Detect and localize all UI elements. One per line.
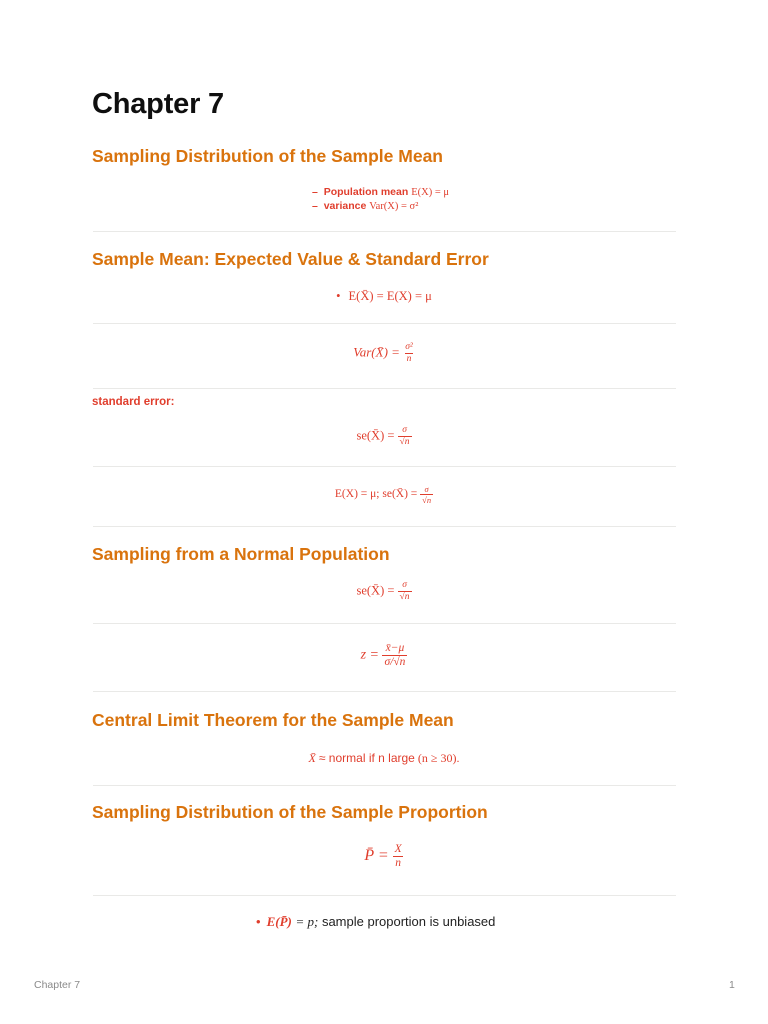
normal-se-lhs: se(X̄) =: [356, 583, 395, 598]
variance-label: variance: [323, 200, 367, 212]
fraction-numerator: x̄−μ: [385, 642, 405, 654]
heading-sampling-distribution-mean: Sampling Distribution of the Sample Mean: [92, 146, 443, 166]
population-mean-line: – Population mean E(X) = μ: [312, 186, 449, 198]
fraction-denominator: √n: [399, 436, 410, 447]
clt-text: ≈ normal if n large: [318, 751, 415, 765]
proportion-equation: [0, 844, 768, 869]
clt-symbol: X̄: [308, 751, 316, 765]
standard-error-equation: [0, 426, 768, 447]
se-fraction: [398, 426, 412, 447]
fraction-numerator: σ: [424, 484, 429, 494]
expected-value-equation: [0, 289, 768, 304]
footer-page-number: 1: [729, 979, 735, 991]
summary-equation: [0, 485, 768, 504]
divider: [93, 526, 676, 527]
divider: [93, 785, 676, 786]
heading-central-limit-theorem: Central Limit Theorem for the Sample Mean: [92, 710, 454, 730]
divider: [93, 323, 676, 324]
fraction-denominator: n: [395, 856, 402, 869]
se-lhs: se(X̄) =: [356, 428, 395, 443]
proportion-fraction: [393, 844, 404, 869]
variance-fraction: [403, 343, 415, 364]
variance-math: Var(X) = σ²: [369, 201, 419, 212]
page-title: Chapter 7: [92, 88, 224, 120]
fraction-denominator: √n: [422, 494, 432, 505]
proportion-lhs: P̄ =: [364, 847, 389, 865]
clt-statement: [0, 751, 768, 766]
clt-condition: (n ≥ 30).: [417, 751, 460, 765]
summary-fraction: [420, 485, 433, 504]
standard-error-label: standard error:: [92, 396, 175, 408]
population-mean-label: Population mean: [323, 186, 409, 198]
fraction-numerator: X: [394, 843, 402, 855]
bullet: •: [256, 914, 261, 929]
variance-lhs: Var(X̄) =: [353, 344, 400, 360]
z-fraction: [382, 643, 407, 668]
z-score-equation: [0, 643, 768, 668]
footer-chapter-title: Chapter 7: [34, 979, 81, 991]
bullet: •: [336, 289, 341, 303]
z-lhs: z =: [360, 647, 379, 663]
population-mean-math: E(X) = μ: [411, 187, 449, 198]
proportion-unbiased-bullet: [256, 914, 495, 930]
fraction-denominator: √n: [399, 591, 410, 602]
divider: [93, 895, 676, 896]
proportion-expectation: E(P̄): [266, 914, 292, 929]
normal-se-equation: [0, 581, 768, 602]
divider: [93, 623, 676, 624]
variance-line: – variance Var(X) = σ²: [312, 200, 419, 212]
expected-value-math: E(X̄) = E(X) = μ: [348, 289, 432, 303]
heading-expected-value-standard-error: Sample Mean: Expected Value & Standard Error: [92, 249, 489, 269]
divider: [93, 231, 676, 232]
normal-se-fraction: [398, 581, 412, 602]
proportion-unbiased-text: sample proportion is unbiased: [321, 914, 496, 929]
heading-normal-population: Sampling from a Normal Population: [92, 544, 390, 564]
heading-sample-proportion: Sampling Distribution of the Sample Proportion: [92, 802, 488, 822]
divider: [93, 691, 676, 692]
fraction-numerator: σ: [402, 425, 407, 435]
divider: [93, 466, 676, 467]
summary-lhs: E(X) = μ; se(X̄) =: [334, 488, 418, 501]
fraction-numerator: σ²: [405, 342, 413, 352]
fraction-denominator: σ/√n: [384, 655, 406, 668]
divider: [93, 388, 676, 389]
fraction-numerator: σ: [402, 580, 407, 590]
proportion-equals-p: = p;: [295, 914, 319, 929]
variance-equation: [0, 343, 768, 364]
fraction-denominator: n: [406, 353, 412, 364]
